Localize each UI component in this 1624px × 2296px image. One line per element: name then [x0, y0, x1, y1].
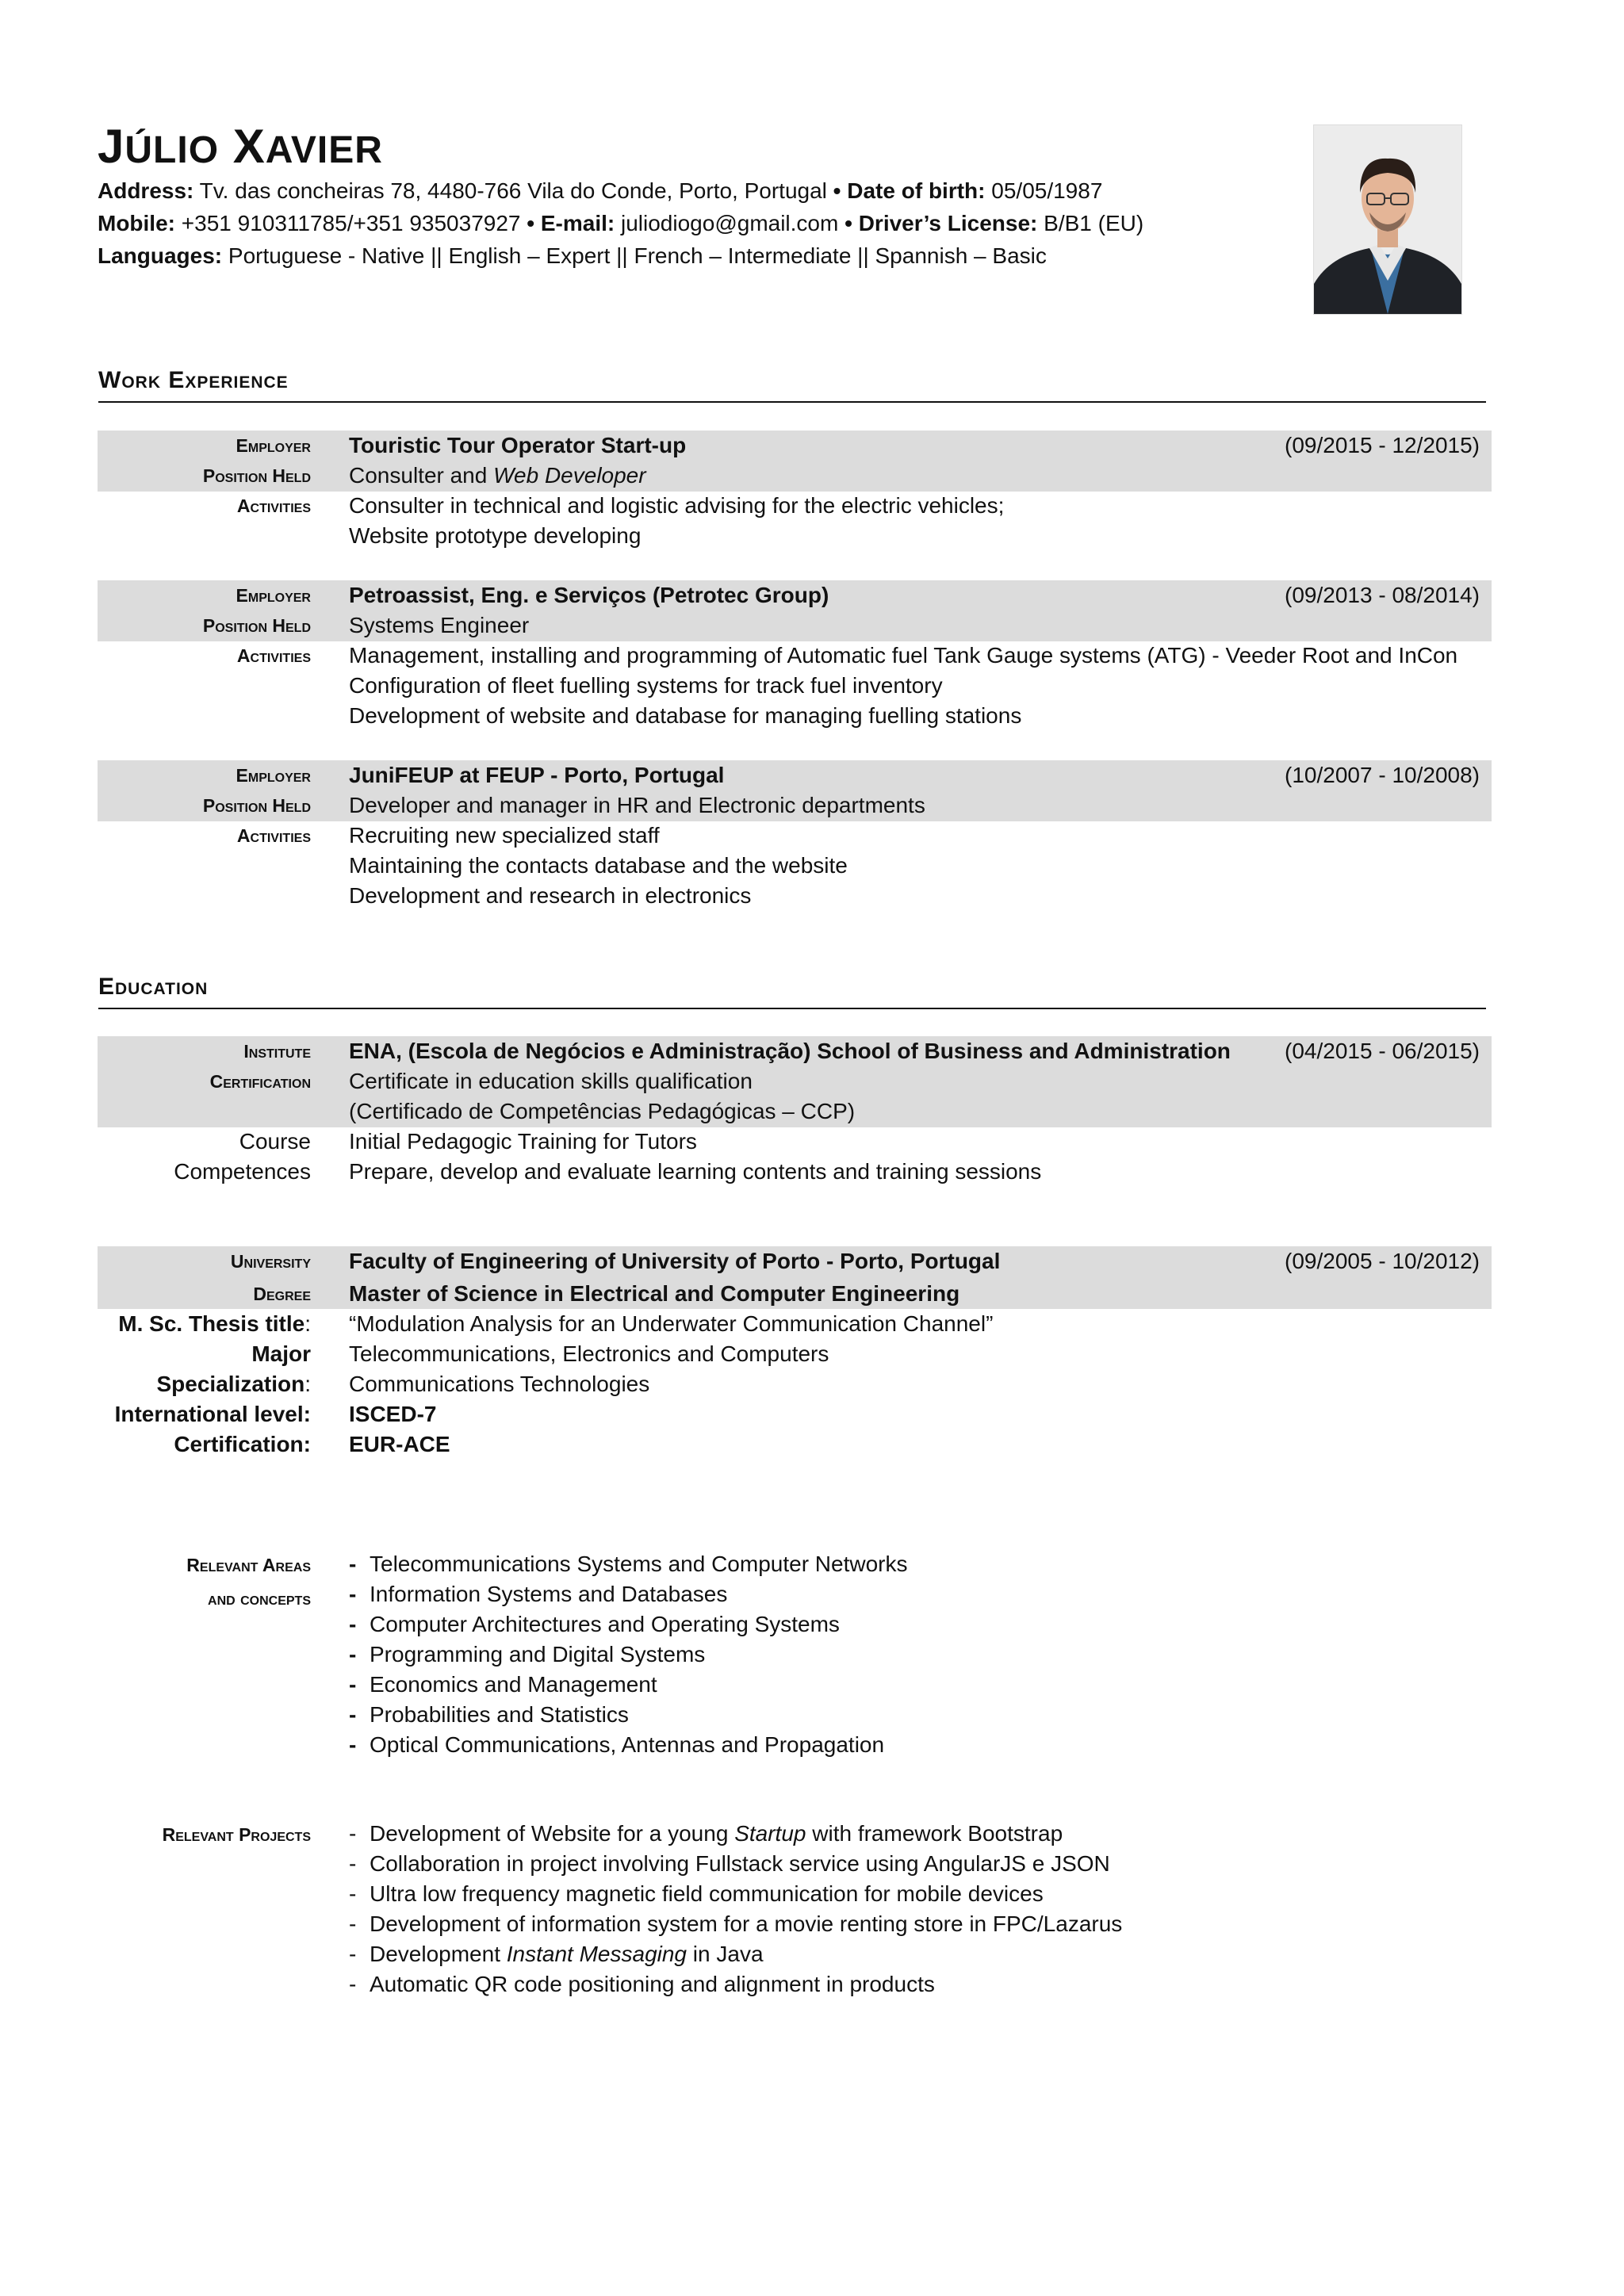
- languages-label: Languages:: [98, 243, 223, 268]
- dash: -: [349, 1582, 357, 1606]
- certification-label: Certification: [209, 1071, 311, 1092]
- area-item: [349, 1732, 884, 1758]
- project-text: Automatic QR code positioning and alignment in products: [370, 1972, 935, 1996]
- area-text: Programming and Digital Systems: [370, 1642, 706, 1667]
- job-dates: (09/2015 - 12/2015): [1285, 433, 1480, 457]
- university-label: University: [230, 1251, 311, 1272]
- certification-value: EUR-ACE: [349, 1432, 450, 1456]
- position-label: Position Held: [202, 615, 311, 636]
- area-text: Telecommunications Systems and Computer Networks: [370, 1552, 908, 1576]
- project-text: Development of Website for a young: [370, 1821, 735, 1846]
- activities-label: Activities: [236, 645, 311, 666]
- position-value: [349, 463, 646, 488]
- institute-dates: (04/2015 - 06/2015): [1285, 1039, 1480, 1063]
- project-item: [349, 1911, 1122, 1937]
- major-label: Major: [251, 1341, 311, 1366]
- thesis-label: [118, 1311, 311, 1337]
- competences-label: Competences: [174, 1159, 311, 1184]
- dob-label: Date of birth:: [847, 178, 986, 203]
- address-value: Tv. das concheiras 78, 4480-766 Vila do Conde, Porto, Portugal: [199, 178, 827, 203]
- section-divider: [98, 1008, 1486, 1009]
- certification-line: Certificate in education skills qualification: [349, 1069, 753, 1093]
- activity-item: Recruiting new specialized staff: [349, 823, 660, 848]
- contact-block: [98, 174, 1143, 272]
- project-text: in Java: [687, 1942, 764, 1966]
- international-level-value: ISCED-7: [349, 1402, 437, 1426]
- degree-label: Degree: [253, 1284, 311, 1304]
- work-experience-title: Work Experience: [98, 367, 289, 393]
- activity-item: Website prototype developing: [349, 523, 642, 548]
- activity-item: Maintaining the contacts database and the website: [349, 853, 848, 878]
- employer-label: Employer: [236, 585, 311, 606]
- activities-label: Activities: [236, 825, 311, 846]
- license-label: Driver’s License:: [858, 211, 1038, 235]
- thesis-value: “Modulation Analysis for an Underwater Communication Channel”: [349, 1311, 994, 1336]
- profile-photo: [1313, 124, 1462, 315]
- international-level-label: International level:: [114, 1402, 311, 1426]
- dash: -: [349, 1552, 357, 1576]
- area-item: [349, 1672, 657, 1697]
- university-name: Faculty of Engineering of University of Porto - Porto, Portugal: [349, 1249, 1001, 1273]
- name-first-rest: ÚLIO: [124, 129, 220, 171]
- dash: -: [349, 1972, 357, 1996]
- project-text: with framework Bootstrap: [806, 1821, 1063, 1846]
- thesis-label-text: M. Sc. Thesis title: [118, 1311, 305, 1336]
- address-label: Address:: [98, 178, 194, 203]
- position-value: Developer and manager in HR and Electronic departments: [349, 793, 925, 817]
- area-text: Optical Communications, Antennas and Propagation: [370, 1732, 885, 1757]
- position-text-italic: Web Developer: [493, 463, 646, 488]
- project-text-italic: Startup: [734, 1821, 806, 1846]
- project-text: Development: [370, 1942, 507, 1966]
- area-item: [349, 1642, 705, 1667]
- activity-item: Configuration of fleet fuelling systems for track fuel inventory: [349, 673, 943, 698]
- area-item: [349, 1552, 907, 1577]
- activity-item: Development of website and database for managing fuelling stations: [349, 703, 1022, 728]
- project-item: [349, 1972, 935, 1997]
- contact-line-address: [98, 174, 1143, 207]
- activities-label: Activities: [236, 496, 311, 516]
- dash: -: [349, 1851, 357, 1876]
- languages-value: Portuguese - Native || English – Expert || French – Intermediate || Spannish – Basic: [228, 243, 1047, 268]
- relevant-projects-label: Relevant Projects: [162, 1824, 311, 1845]
- dash: -: [349, 1702, 357, 1727]
- area-text: Computer Architectures and Operating Systems: [370, 1612, 840, 1636]
- project-item: [349, 1821, 1063, 1846]
- name-last-initial: X: [232, 120, 266, 173]
- relevant-areas-label-2: and concepts: [208, 1588, 311, 1609]
- area-text: Economics and Management: [370, 1672, 657, 1697]
- activity-item: Development and research in electronics: [349, 883, 752, 908]
- relevant-areas-label: Relevant Areas: [186, 1555, 311, 1575]
- candidate-name: [98, 119, 383, 174]
- project-item: [349, 1942, 764, 1967]
- dob-value: 05/05/1987: [991, 178, 1103, 203]
- colon: :: [304, 1311, 311, 1336]
- project-text-italic: Instant Messaging: [506, 1942, 688, 1966]
- area-item: [349, 1702, 629, 1728]
- section-divider: [98, 401, 1486, 403]
- position-value: Systems Engineer: [349, 613, 530, 637]
- university-dates: (09/2005 - 10/2012): [1285, 1249, 1480, 1273]
- certification-label: Certification:: [174, 1432, 311, 1456]
- employer-label: Employer: [236, 765, 311, 786]
- course-value: Initial Pedagogic Training for Tutors: [349, 1129, 697, 1154]
- bullet-separator: •: [527, 211, 535, 235]
- area-text: Information Systems and Databases: [370, 1582, 728, 1606]
- dash: -: [349, 1732, 357, 1757]
- institute-name: ENA, (Escola de Negócios e Administração) School of Business and Administration: [349, 1039, 1231, 1063]
- area-item: [349, 1612, 840, 1637]
- contact-line-mobile: [98, 207, 1143, 239]
- employer-name: JuniFEUP at FEUP - Porto, Portugal: [349, 763, 725, 787]
- employer-name: Petroassist, Eng. e Serviços (Petrotec Group): [349, 583, 829, 607]
- degree-value: Master of Science in Electrical and Computer Engineering: [349, 1281, 960, 1306]
- position-text: Consulter and: [349, 463, 494, 488]
- employer-name: Touristic Tour Operator Start-up: [349, 433, 687, 457]
- project-item: [349, 1881, 1044, 1907]
- education-title: Education: [98, 974, 209, 1000]
- bullet-separator: •: [833, 178, 841, 203]
- mobile-value: +351 910311785/+351 935037927: [181, 211, 521, 235]
- mobile-label: Mobile:: [98, 211, 175, 235]
- project-text: Ultra low frequency magnetic field communication for mobile devices: [370, 1881, 1044, 1906]
- name-last-rest: AVIER: [265, 129, 383, 171]
- specialization-value: Communications Technologies: [349, 1372, 650, 1396]
- institute-label: Institute: [243, 1041, 311, 1062]
- name-first-initial: J: [98, 120, 125, 173]
- dash: -: [349, 1911, 357, 1936]
- dash: -: [349, 1942, 357, 1966]
- person-photo-icon: [1314, 125, 1461, 314]
- dash: -: [349, 1881, 357, 1906]
- dash: -: [349, 1612, 357, 1636]
- email-value[interactable]: juliodiogo@gmail.com: [621, 211, 839, 235]
- position-label: Position Held: [202, 465, 311, 486]
- position-label: Position Held: [202, 795, 311, 816]
- specialization-label: [157, 1372, 312, 1397]
- job-dates: (09/2013 - 08/2014): [1285, 583, 1480, 607]
- dash: -: [349, 1642, 357, 1667]
- activity-item: Consulter in technical and logistic advising for the electric vehicles;: [349, 493, 1005, 518]
- bullet-separator: •: [845, 211, 852, 235]
- job-dates: (10/2007 - 10/2008): [1285, 763, 1480, 787]
- major-value: Telecommunications, Electronics and Computers: [349, 1341, 829, 1366]
- colon: :: [304, 1372, 311, 1396]
- competences-value: Prepare, develop and evaluate learning contents and training sessions: [349, 1159, 1042, 1184]
- contact-line-languages: [98, 239, 1143, 272]
- area-text: Probabilities and Statistics: [370, 1702, 629, 1727]
- project-item: [349, 1851, 1110, 1877]
- employer-label: Employer: [236, 435, 311, 456]
- email-label: E-mail:: [540, 211, 615, 235]
- dash: -: [349, 1821, 357, 1846]
- project-text: Development of information system for a movie renting store in FPC/Lazarus: [370, 1911, 1123, 1936]
- area-item: [349, 1582, 727, 1607]
- course-label: Course: [239, 1129, 311, 1154]
- project-text: Collaboration in project involving Fullstack service using AngularJS e JSON: [370, 1851, 1110, 1876]
- license-value: B/B1 (EU): [1044, 211, 1144, 235]
- certification-line: (Certificado de Competências Pedagógicas – CCP): [349, 1099, 856, 1123]
- activity-item: Management, installing and programming of Automatic fuel Tank Gauge systems (ATG) - Veeder Root and InCon: [349, 643, 1458, 668]
- specialization-label-text: Specialization: [156, 1372, 305, 1396]
- dash: -: [349, 1672, 357, 1697]
